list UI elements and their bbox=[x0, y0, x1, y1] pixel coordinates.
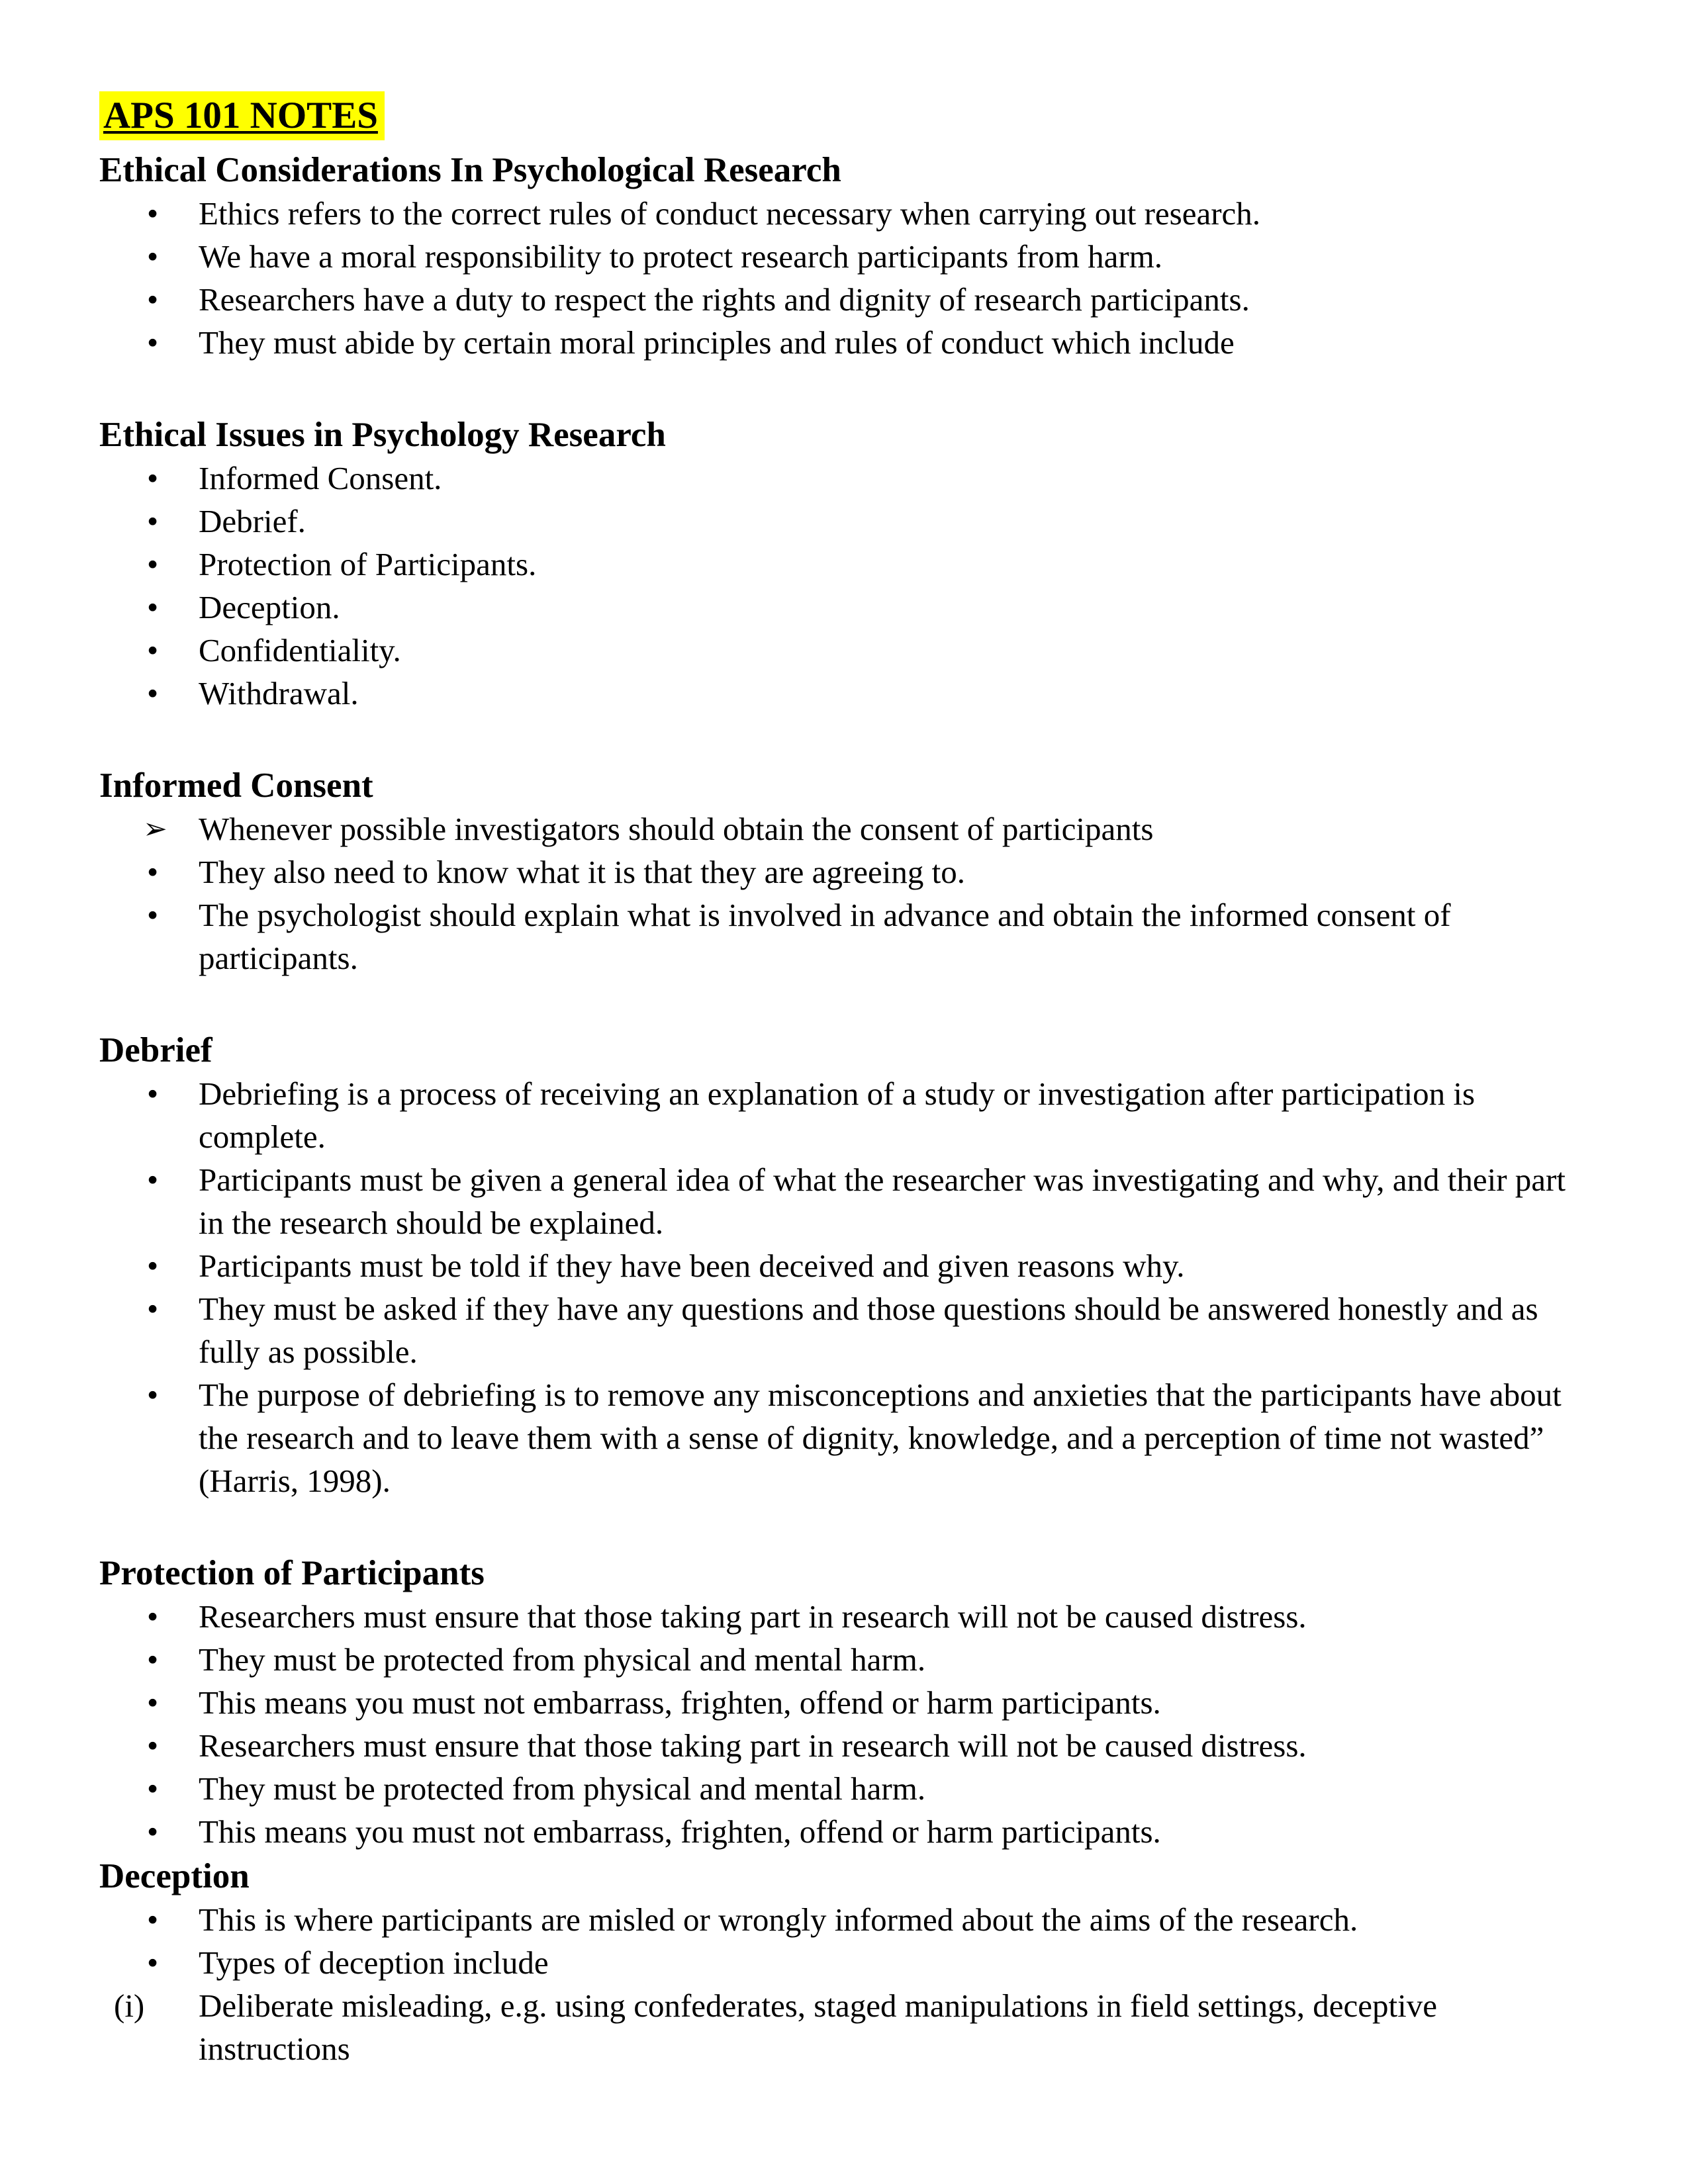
list-item bbox=[99, 1898, 1589, 1941]
section bbox=[99, 413, 1589, 715]
list-item bbox=[99, 1681, 1589, 1724]
bullet-icon: • bbox=[147, 1161, 159, 1198]
bullet-icon: • bbox=[147, 1641, 159, 1678]
bullet-icon: • bbox=[147, 281, 159, 318]
list-item-text: Types of deception include bbox=[199, 1944, 549, 1981]
list-item-text: This is where participants are misled or wrongly informed about the aims of the research. bbox=[199, 1901, 1358, 1938]
bullet-list bbox=[99, 457, 1589, 715]
list-item-text: They must be asked if they have any questions and those questions should be answered honestly and as fully as possible. bbox=[199, 1291, 1538, 1370]
section-heading: Ethical Considerations In Psychological Research bbox=[99, 151, 841, 189]
bullet-icon: • bbox=[147, 195, 159, 232]
list-item-text: Informed Consent. bbox=[199, 460, 442, 496]
section-heading: Ethical Issues in Psychology Research bbox=[99, 416, 666, 454]
bullet-icon: • bbox=[147, 675, 159, 711]
list-item bbox=[99, 1810, 1589, 1853]
list-item bbox=[99, 1595, 1589, 1638]
list-item-text: This means you must not embarrass, frighten, offend or harm participants. bbox=[199, 1813, 1161, 1850]
arrow-bullet-icon: ➢ bbox=[143, 813, 167, 845]
list-item-text: Deliberate misleading, e.g. using confederates, staged manipulations in field settings, deceptive instructions bbox=[199, 1987, 1437, 2067]
bullet-icon: • bbox=[147, 1770, 159, 1807]
list-item bbox=[99, 586, 1589, 629]
list-item-text: Debriefing is a process of receiving an explanation of a study or investigation after participation is complete. bbox=[199, 1075, 1476, 1155]
document-body bbox=[99, 148, 1589, 2070]
list-item-text: Withdrawal. bbox=[199, 675, 359, 711]
bullet-icon: • bbox=[147, 897, 159, 933]
bullet-icon: • bbox=[147, 1377, 159, 1413]
bullet-icon: • bbox=[147, 589, 159, 625]
list-item-text: Participants must be told if they have been deceived and given reasons why. bbox=[199, 1248, 1185, 1284]
section bbox=[99, 1854, 1589, 2070]
list-item-text: Ethics refers to the correct rules of conduct necessary when carrying out research. bbox=[199, 195, 1261, 232]
list-item bbox=[99, 1724, 1589, 1767]
list-item-text: Protection of Participants. bbox=[199, 546, 537, 582]
bullet-icon: • bbox=[147, 1901, 159, 1938]
bullet-list bbox=[99, 192, 1589, 364]
list-item bbox=[99, 629, 1589, 672]
bullet-icon: • bbox=[147, 1944, 159, 1981]
list-item-text: They must abide by certain moral principles and rules of conduct which include bbox=[199, 324, 1235, 361]
list-item bbox=[99, 807, 1589, 850]
section bbox=[99, 1551, 1589, 1853]
list-item bbox=[99, 1373, 1589, 1502]
bullet-icon: • bbox=[147, 854, 159, 890]
bullet-icon: • bbox=[147, 632, 159, 668]
list-item-text: The purpose of debriefing is to remove any misconceptions and anxieties that the participants have about the research and to leave them with a sense of dignity, knowledge, and a perception of time not wasted” (Harris, 1998). bbox=[199, 1377, 1562, 1499]
list-item bbox=[99, 1941, 1589, 1984]
list-item bbox=[99, 672, 1589, 715]
list-item bbox=[99, 1984, 1589, 2070]
bullet-list bbox=[99, 1595, 1589, 1853]
section-heading: Informed Consent bbox=[99, 766, 373, 805]
list-item bbox=[99, 235, 1589, 278]
list-index-label: (i) bbox=[114, 1987, 145, 2024]
list-item bbox=[99, 1072, 1589, 1158]
section-heading: Protection of Participants bbox=[99, 1554, 485, 1592]
list-item bbox=[99, 500, 1589, 543]
bullet-icon: • bbox=[147, 324, 159, 361]
list-item-text: We have a moral responsibility to protect research participants from harm. bbox=[199, 238, 1163, 275]
list-item bbox=[99, 1638, 1589, 1681]
list-item bbox=[99, 192, 1589, 235]
bullet-icon: • bbox=[147, 1598, 159, 1635]
section-heading: Debrief bbox=[99, 1031, 212, 1069]
list-item bbox=[99, 893, 1589, 979]
bullet-icon: • bbox=[147, 1291, 159, 1327]
list-item-text: Participants must be given a general idea of what the researcher was investigating and why, and their part in the research should be explained. bbox=[199, 1161, 1566, 1241]
bullet-icon: • bbox=[147, 1727, 159, 1764]
bullet-list bbox=[99, 1072, 1589, 1502]
bullet-icon: • bbox=[147, 238, 159, 275]
list-item bbox=[99, 1767, 1589, 1810]
list-item-text: Whenever possible investigators should obtain the consent of participants bbox=[199, 811, 1154, 847]
list-item-text: Researchers must ensure that those taking part in research will not be caused distress. bbox=[199, 1727, 1307, 1764]
bullet-icon: • bbox=[147, 460, 159, 496]
list-item-text: Researchers must ensure that those taking part in research will not be caused distress. bbox=[199, 1598, 1307, 1635]
section-heading: Deception bbox=[99, 1857, 250, 1895]
list-item-text: Debrief. bbox=[199, 503, 306, 539]
bullet-icon: • bbox=[147, 503, 159, 539]
bullet-icon: • bbox=[147, 1075, 159, 1112]
bullet-icon: • bbox=[147, 1248, 159, 1284]
list-item bbox=[99, 850, 1589, 893]
list-item-text: Researchers have a duty to respect the rights and dignity of research participants. bbox=[199, 281, 1250, 318]
list-item bbox=[99, 278, 1589, 321]
list-item-text: They must be protected from physical and mental harm. bbox=[199, 1641, 926, 1678]
list-item bbox=[99, 543, 1589, 586]
list-item-text: They also need to know what it is that they are agreeing to. bbox=[199, 854, 965, 890]
list-item-text: This means you must not embarrass, frighten, offend or harm participants. bbox=[199, 1684, 1161, 1721]
list-item-text: They must be protected from physical and mental harm. bbox=[199, 1770, 926, 1807]
bullet-list bbox=[99, 807, 1589, 979]
section bbox=[99, 764, 1589, 979]
bullet-icon: • bbox=[147, 1813, 159, 1850]
bullet-icon: • bbox=[147, 1684, 159, 1721]
list-item-text: The psychologist should explain what is involved in advance and obtain the informed consent of participants. bbox=[199, 897, 1451, 976]
list-item-text: Confidentiality. bbox=[199, 632, 401, 668]
list-item bbox=[99, 1287, 1589, 1373]
list-item bbox=[99, 457, 1589, 500]
list-item bbox=[99, 1158, 1589, 1244]
section bbox=[99, 1028, 1589, 1502]
list-item bbox=[99, 1244, 1589, 1287]
list-item-text: Deception. bbox=[199, 589, 340, 625]
section bbox=[99, 148, 1589, 364]
document-title: APS 101 NOTES bbox=[99, 91, 385, 140]
list-item bbox=[99, 321, 1589, 364]
bullet-list bbox=[99, 1898, 1589, 2070]
bullet-icon: • bbox=[147, 546, 159, 582]
